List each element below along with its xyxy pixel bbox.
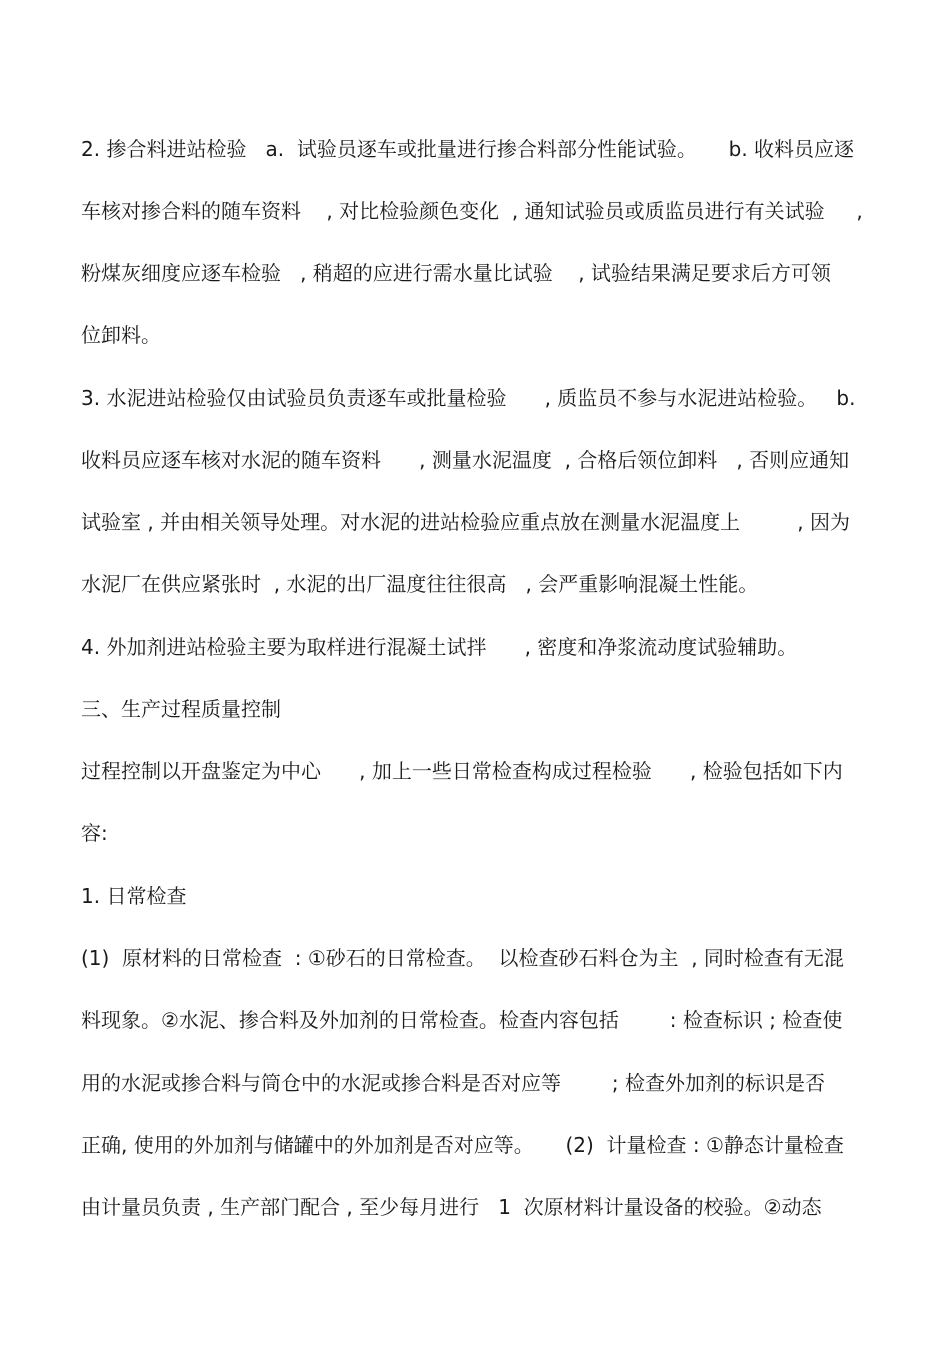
text-line: 车核对掺合料的随车资料 , 对比检验颜色变化 , 通知试验员或质监员进行有关试验 ,	[81, 199, 863, 223]
text-line: 4. 外加剂进站检验主要为取样进行混凝土试拌 , 密度和净浆流动度试验辅助。	[81, 635, 798, 659]
text-line: 收料员应逐车核对水泥的随车资料 , 测量水泥温度 , 合格后领位卸料 , 否则应通知	[81, 448, 850, 472]
text-line: 容:	[81, 821, 108, 845]
text-line: 试验室 , 并由相关领导处理。对水泥的进站检验应重点放在测量水泥温度上 , 因为	[81, 510, 851, 534]
text-line: 由计量员负责 , 生产部门配合 , 至少每月进行 1 次原材料计量设备的校验。②动态	[81, 1195, 822, 1219]
text-line: 2. 掺合料进站检验 a. 试验员逐车或批量进行掺合料部分性能试验。 b. 收料员应逐	[81, 137, 855, 161]
text-line: 用的水泥或掺合料与筒仓中的水泥或掺合料是否对应等 ; 检查外加剂的标识是否	[81, 1071, 825, 1095]
text-line: (1) 原材料的日常检查 : ①砂石的日常检查。 以检查砂石料仓为主 , 同时检查有无混	[81, 946, 844, 970]
text-line: 料现象。②水泥、掺合料及外加剂的日常检查。检查内容包括 : 检查标识 ; 检查使	[81, 1008, 843, 1032]
text-line: 水泥厂在供应紧张时 , 水泥的出厂温度往往很高 , 会严重影响混凝土性能。	[81, 572, 759, 596]
text-line: 正确, 使用的外加剂与储罐中的外加剂是否对应等。 (2) 计量检查 : ①静态计量检查	[81, 1133, 844, 1157]
text-line: 3. 水泥进站检验仅由试验员负责逐车或批量检验 , 质监员不参与水泥进站检验。 b.	[81, 386, 856, 410]
section-heading: 三、生产过程质量控制	[81, 697, 281, 721]
text-line: 粉煤灰细度应逐车检验 , 稍超的应进行需水量比试验 , 试验结果满足要求后方可领	[81, 261, 831, 285]
subsection-heading: 1. 日常检查	[81, 884, 187, 908]
text-line: 过程控制以开盘鉴定为中心 , 加上一些日常检查构成过程检验 , 检验包括如下内	[81, 759, 843, 783]
text-line: 位卸料。	[81, 323, 161, 347]
